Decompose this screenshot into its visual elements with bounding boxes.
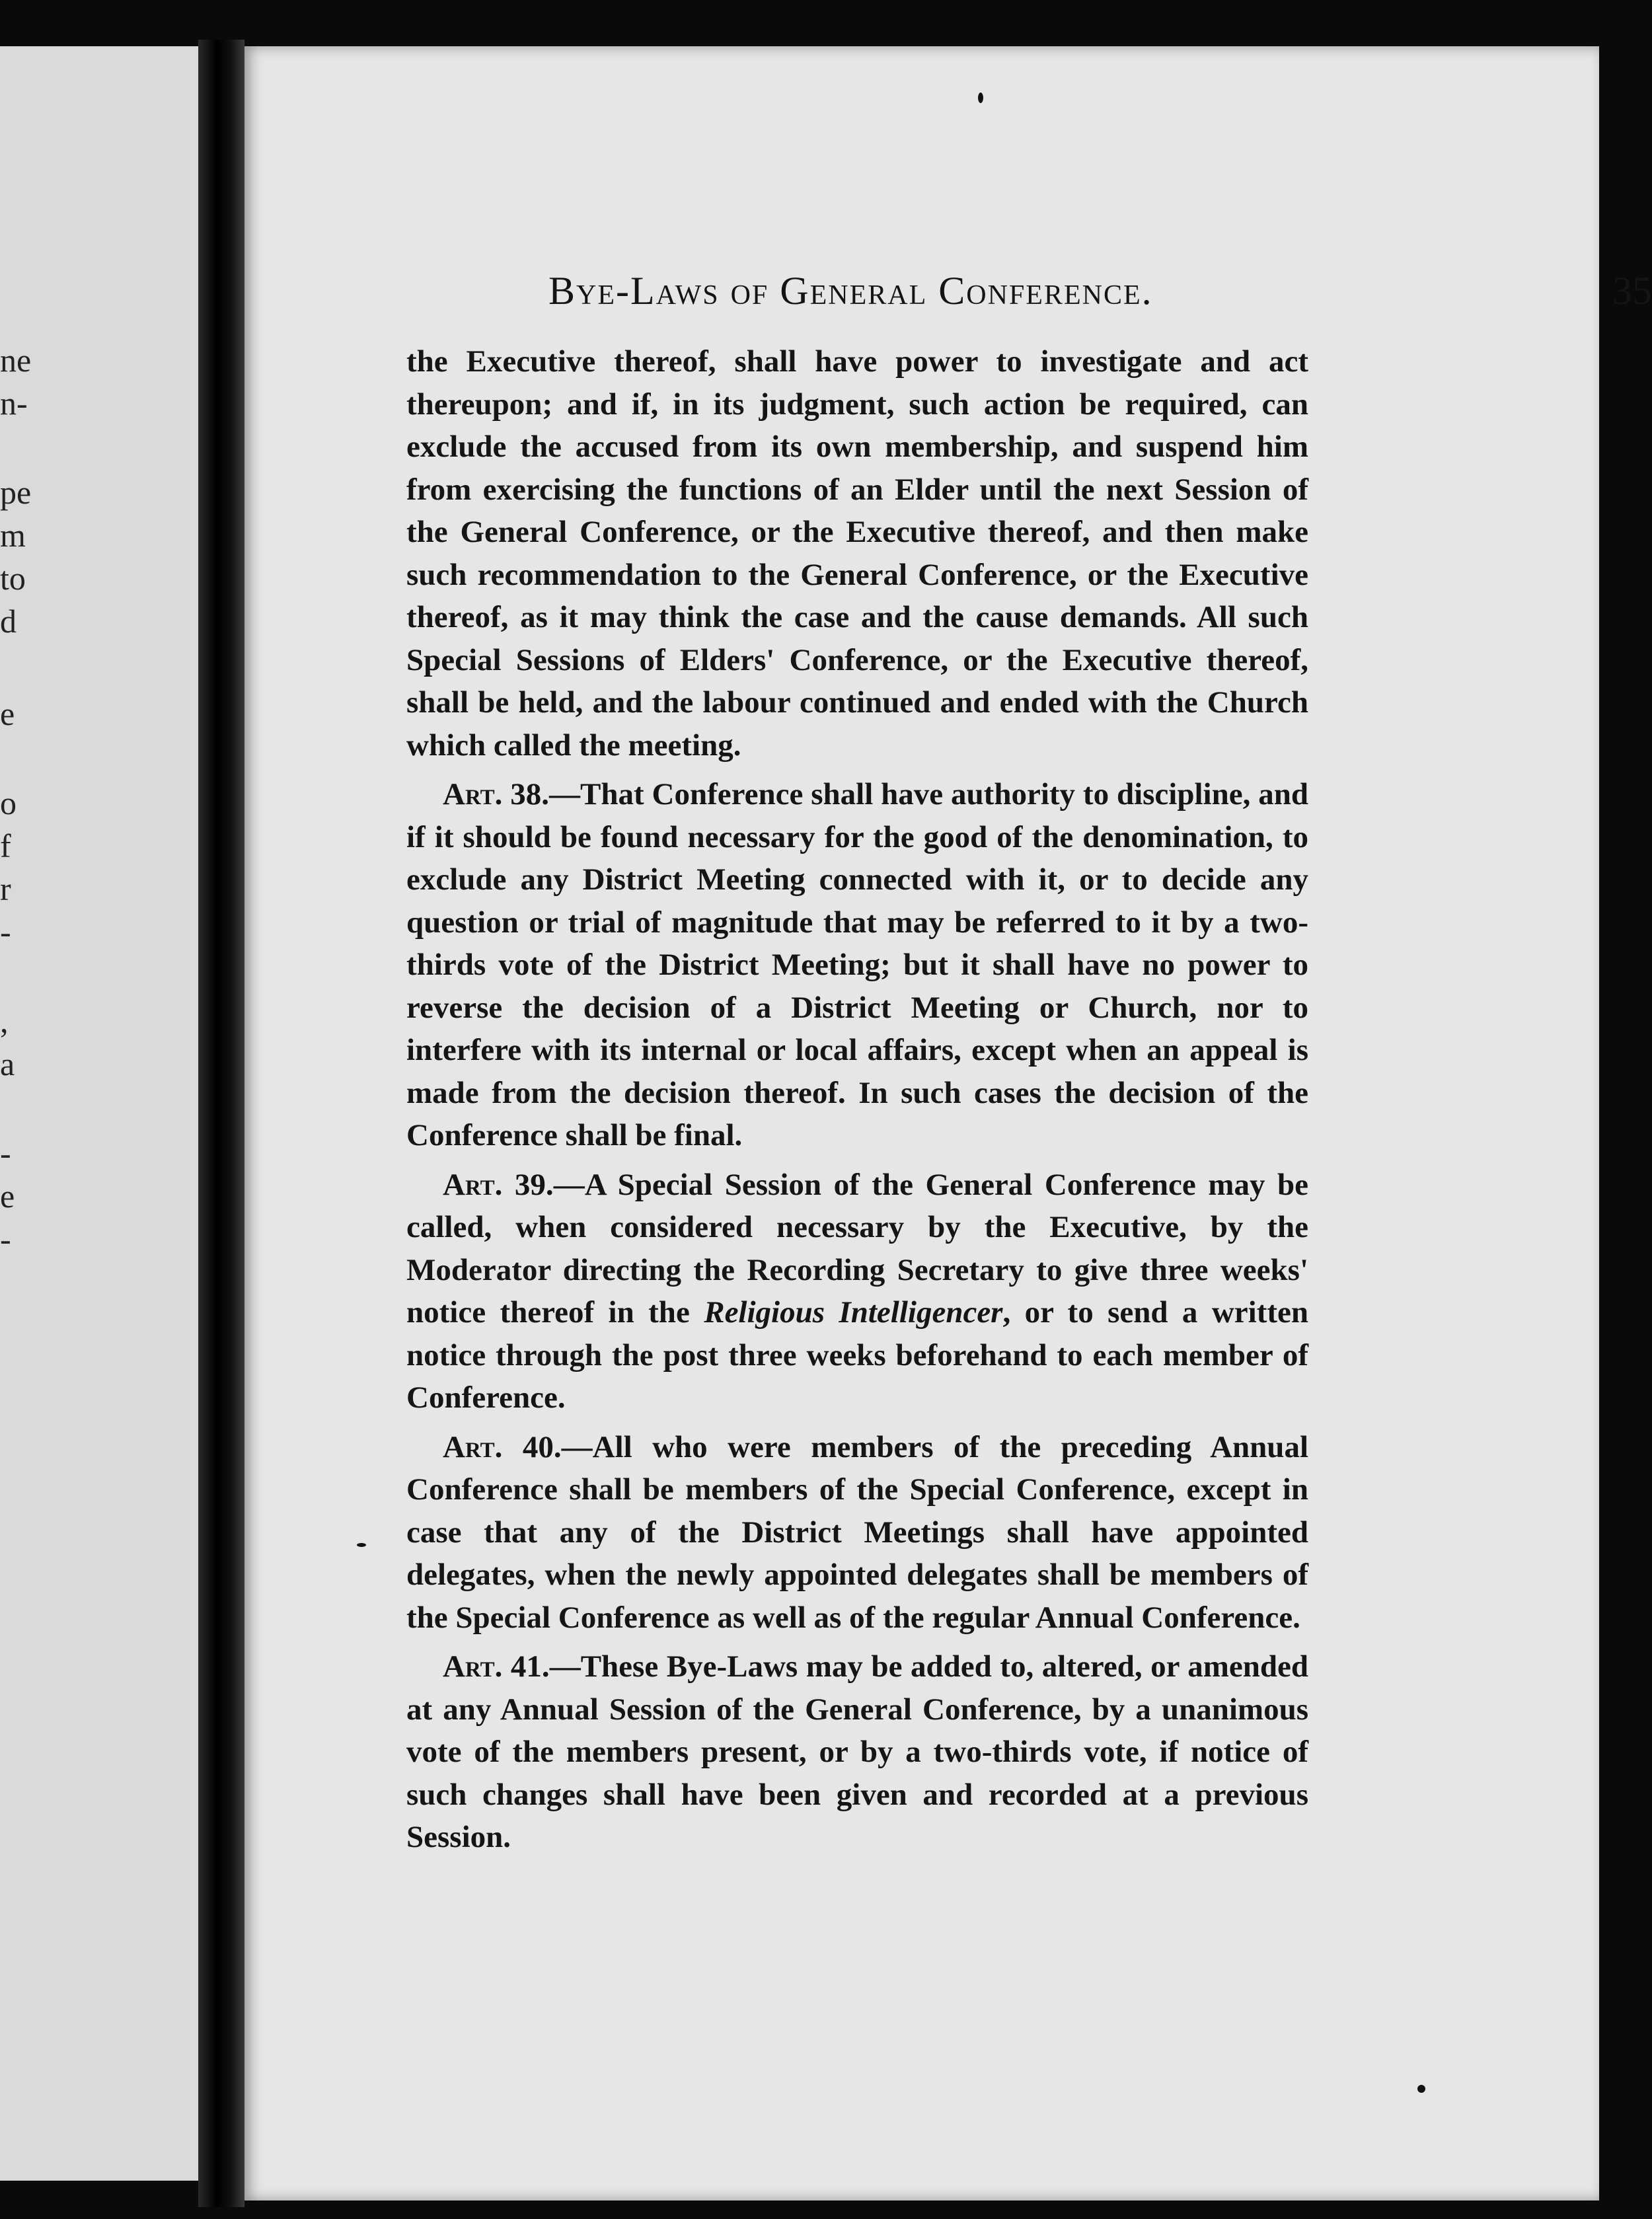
ink-speck <box>1417 2085 1425 2093</box>
article-39 <box>406 1164 1308 1419</box>
ink-speck <box>357 1543 366 1547</box>
article-dash: — <box>549 777 581 811</box>
article-label: Art. 40. <box>443 1429 562 1464</box>
book-gutter <box>198 40 244 2207</box>
article-dash: — <box>549 1649 581 1684</box>
left-page-fragment: pe <box>0 474 32 511</box>
page-number: 35 <box>1612 269 1652 313</box>
left-page-fragment: a <box>0 1045 15 1082</box>
left-page-fragment: to <box>0 560 26 597</box>
article-text: All who were members of the preceding Annual Conference shall be members of the Special Conference, except in case that any of the District Meetings shall have appointed delegates, when the newly appointed delegates shall be members of the Special Conference as well as of the regular Annual Conference. <box>406 1429 1309 1635</box>
article-text: A Special Session of the General Conference may be called, when considered necessary by the Executive, by the Moderator directing the Recording Secretary to give three weeks' notice thereof in the <box>406 1167 1308 1330</box>
left-page-fragment: - <box>0 1135 11 1172</box>
article-text-continued: , or to send a written notice through the post three weeks beforehand to each member of Conference. <box>406 1295 1308 1415</box>
article-label: Art. 38. <box>443 777 550 811</box>
left-page-fragment: e <box>0 1178 15 1215</box>
paragraph-continuation <box>406 340 1308 767</box>
article-40 <box>406 1426 1308 1639</box>
article-text: That Conference shall have authority to discipline, and if it should be found necessary for the good of the denomination, to exclude any District Meeting connected with it, or to decide any question or trial of magnitude that may be referred to it by a two-thirds vote of the District Meeting; but it shall have no power to reverse the decision of a District Meeting or Church, nor to interfere with its internal or local affairs, except when an appeal is made from the decision thereof. In such cases the decision of the Conference shall be final. <box>406 777 1309 1152</box>
article-dash: — <box>561 1429 593 1464</box>
paragraph-text: the Executive thereof, shall have power to investigate and act thereupon; and if, in its judgment, such action be required, can exclude the accused from its own membership, and suspend him from exercising the functions of an Elder until the next Session of the General Conference, or the Executive thereof, and then make such recommendation to the General Conference, or the Executive thereof, as it may think the case and the cause demands. All such Special Sessions of Elders' Conference, or the Executive thereof, shall be held, and the labour continued and ended with the Church which called the meeting. <box>406 344 1308 763</box>
article-label: Art. 39. <box>443 1167 554 1202</box>
running-header <box>548 268 1652 328</box>
body-text <box>406 340 1308 1865</box>
left-page-fragment: r <box>0 870 11 907</box>
article-text: These Bye-Laws may be added to, altered, or amended at any Annual Session of the General Conference, by a unanimous vote of the members present, or by a two-thirds vote, if notice of such changes shall have been given and recorded at a previous Session. <box>406 1649 1308 1854</box>
main-page <box>244 46 1652 2200</box>
article-label: Art. 41. <box>443 1649 550 1684</box>
left-page-fragment: , <box>0 1002 9 1039</box>
publication-title: Religious Intelligencer <box>704 1295 1003 1330</box>
article-38 <box>406 773 1308 1157</box>
ink-speck <box>978 93 983 103</box>
left-page-fragment: - <box>0 913 11 950</box>
left-page-fragment: n- <box>0 385 28 422</box>
article-dash: — <box>553 1167 585 1202</box>
left-facing-page <box>0 46 231 2181</box>
left-page-fragment: o <box>0 784 17 821</box>
left-page-fragment: f <box>0 827 11 864</box>
left-page-fragment: d <box>0 603 17 640</box>
page-title: Bye-Laws of General Conference. <box>548 269 1153 313</box>
left-page-fragment: m <box>0 517 26 554</box>
left-page-fragment: e <box>0 695 15 732</box>
left-page-fragment: - <box>0 1221 11 1258</box>
article-41 <box>406 1645 1308 1859</box>
left-page-fragment: ne <box>0 342 32 379</box>
